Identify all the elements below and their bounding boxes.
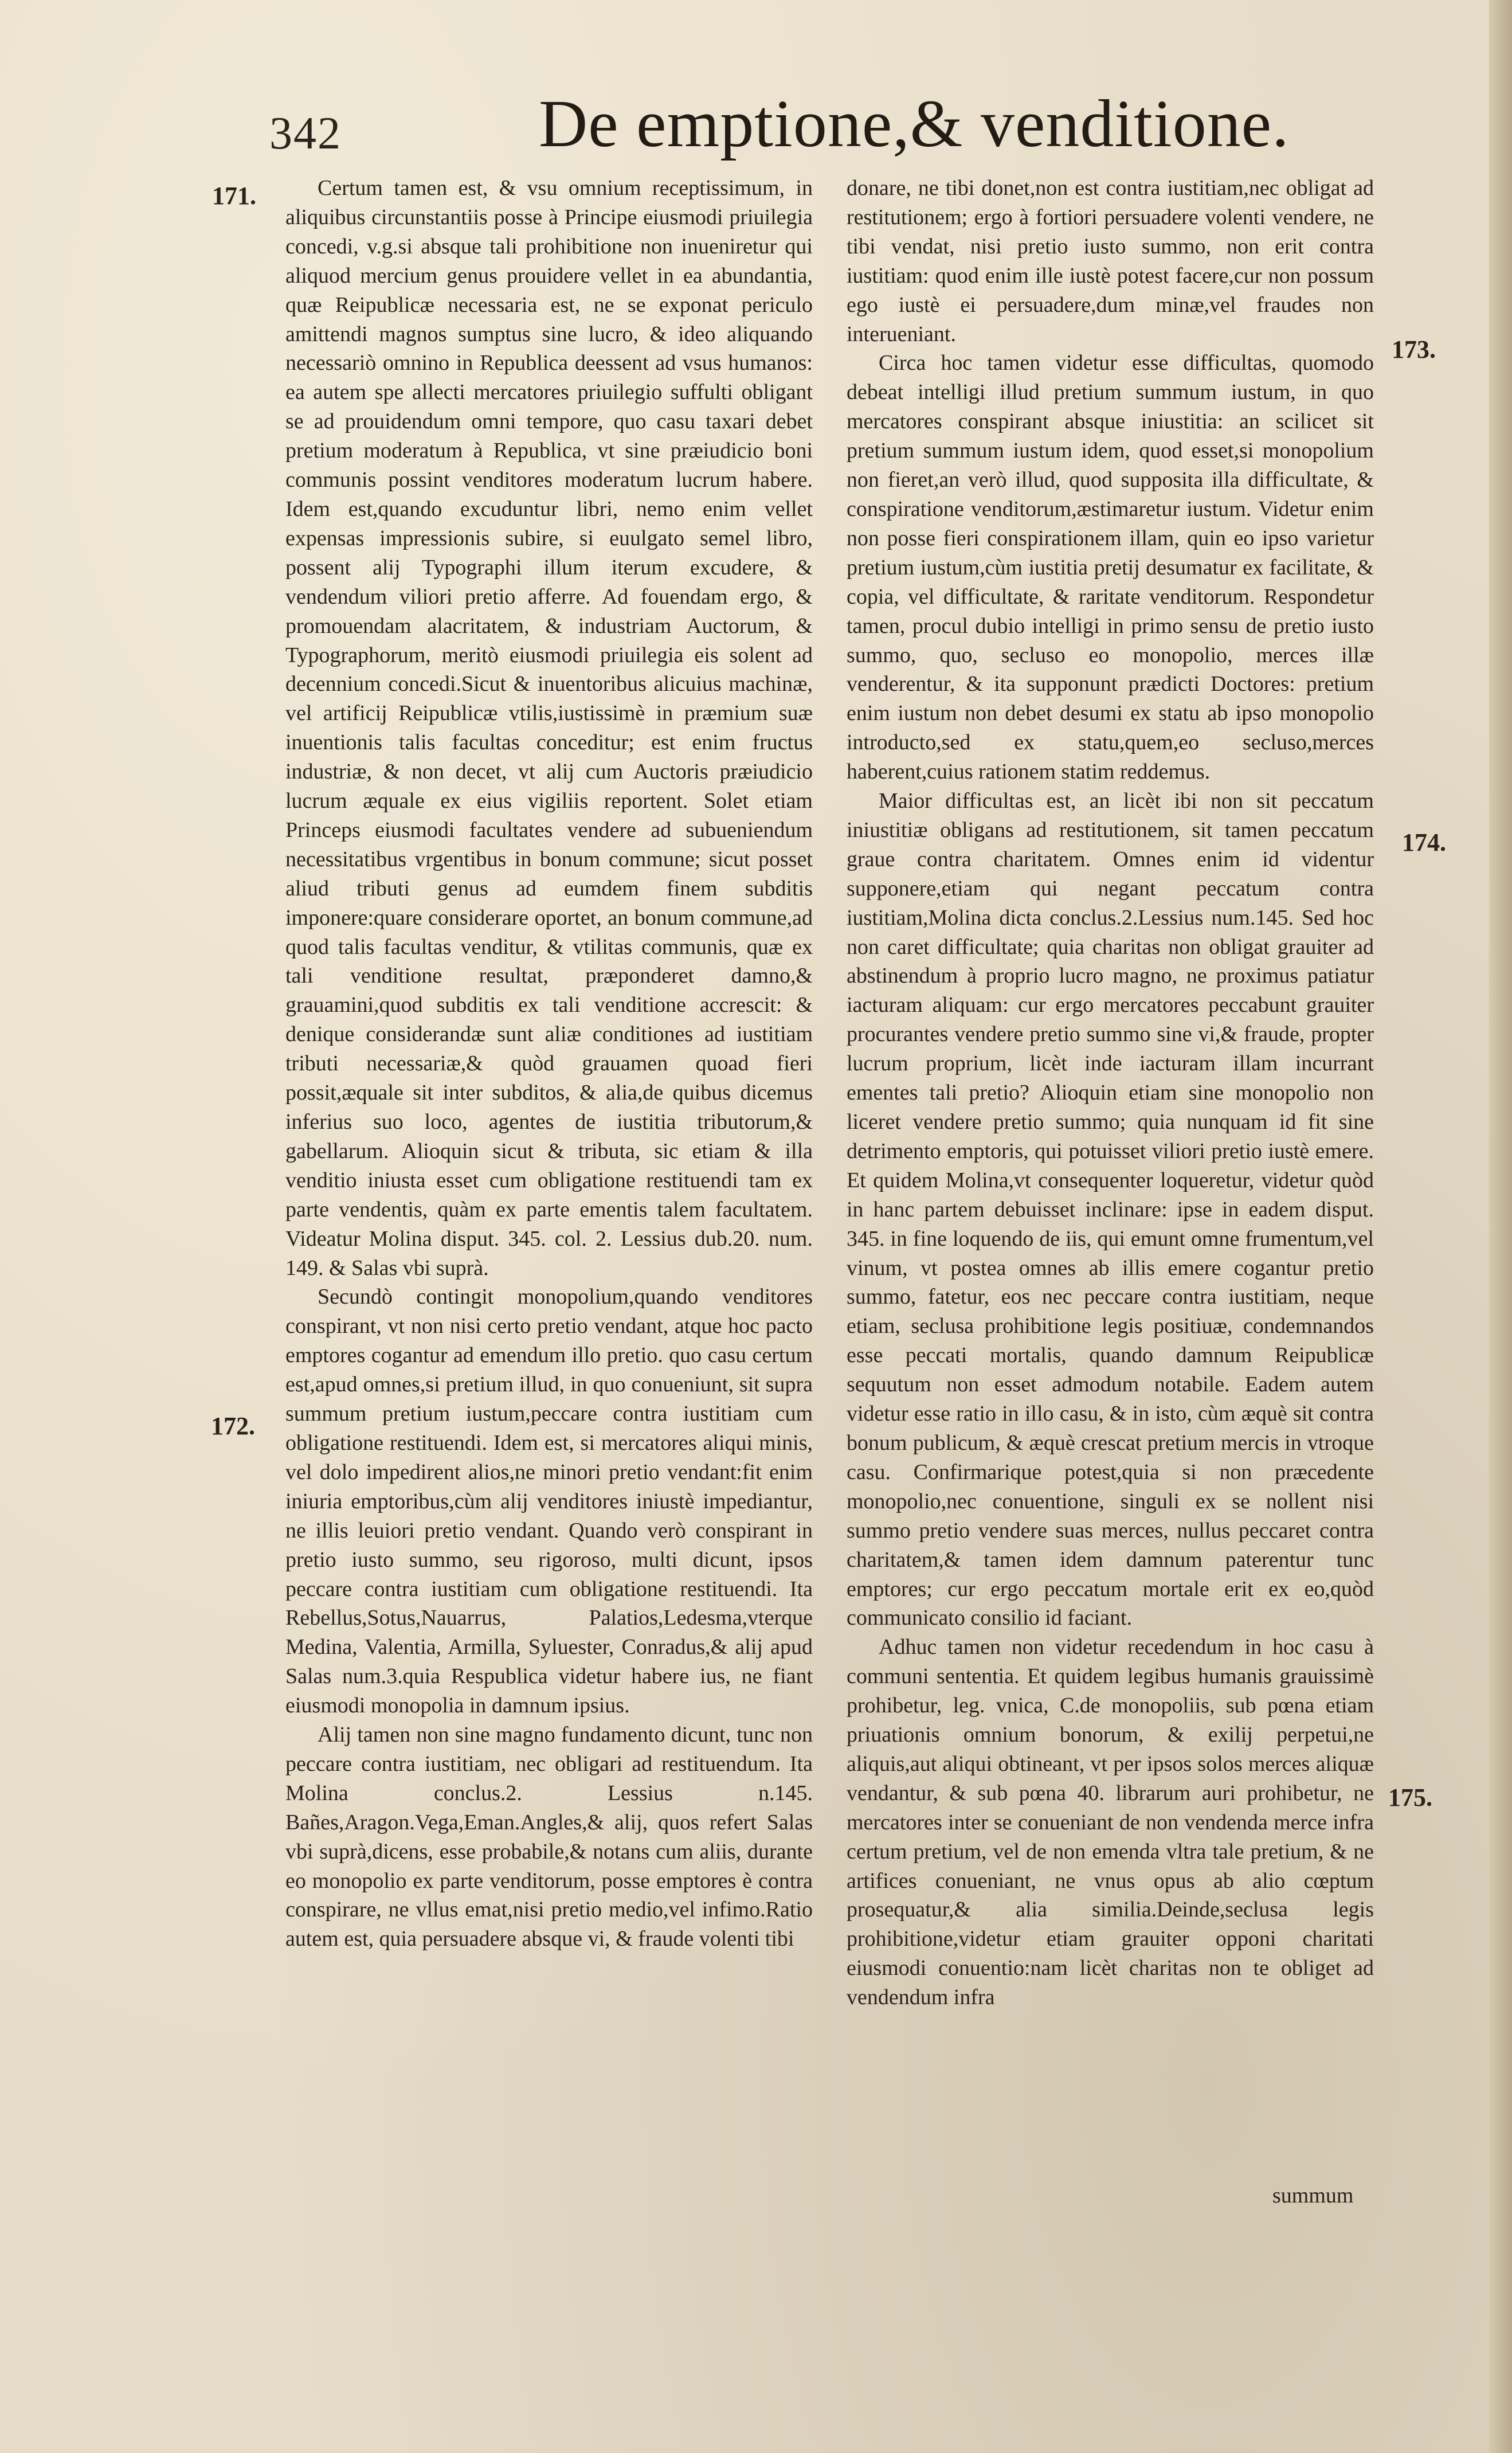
paragraph: Adhuc tamen non videtur recedendum in hoc casu à communi sententia. Et quidem legibus humanis grauissimè prohibetur, leg. vnica, C.de monopoliis, sub pœna etiam priuationis omnium bonorum, & exilij perpetui,ne aliquis,aut aliqui obtineant, vt per ipsos solos merces aliquæ vendantur, & sub pœna 40. librarum auri prohibetur, ne mercatores inter se conueniant de non vendenda merce infra certum pretium, vel de non emenda vltra tale pretium, & ne artifices conueniant, ne vnus opus ab alio cœptum prosequatur,& alia similia.Deinde,seclusa legis prohibitione,videtur etiam grauiter opponi charitati eiusmodi conuentio:nam licèt charitas non te obliget ad vendendum infra	[847, 1635, 1374, 2010]
paragraph: Alij tamen non sine magno fundamento dicunt, tunc non peccare contra iustitiam, nec obligari ad restituendum. Ita Molina conclus.2. Lessius n.145. Bañes,Aragon.Vega,Eman.Angles,& alij, quos refert Salas vbi suprà,dicens, esse probabile,& notans cum aliis, durante eo monopolio ex parte venditorum, posse emptores è contra conspirare, ne vllus emat,nisi pretio medio,vel infimo.Ratio autem est, quia persuadere absque vi, & fraude volenti tibi	[285, 1723, 813, 1951]
paragraph: donare, ne tibi donet,non est contra iustitiam,nec obligat ad restitutionem; ergo à fortiori persuadere volenti vendere, ne tibi vendat, nisi pretio iusto summo, non erit contra iustitiam: quod enim ille iustè potest facere,cur non possum ego iustè ei persuadere,dum minæ,vel fraudes non interueniant.	[847, 176, 1374, 346]
margin-number-171: 171.	[212, 182, 256, 210]
paragraph: Circa hoc tamen videtur esse difficultas, quomodo debeat intelligi illud pretium summum iustum, in quo mercatores conspirant absque iniustitia: an scilicet sit pretium summum iustum idem, quod esset,si monopolium non fieret,an verò illud, quod supposita illa difficultate, & conspiratione venditorum,æstimaretur iustum. Videtur enim non posse fieri conspirationem illam, quin eo ipso varietur pretium iustum,cùm iustitia pretij desumatur ex facilitate, & copia, vel difficultate, & raritate venditorum. Respondetur tamen, procul dubio intelligi in primo sensu de pretio iusto summo, quo, secluso eo monopolio, merces illæ venderentur, & ita supponunt prædicti Doctores: pretium enim iustum non debet desumi ex statu ab ipso monopolio introducto,sed ex statu,quem,eo secluso,merces haberent,cuius rationem statim reddemus.	[847, 351, 1374, 784]
right-column	[847, 174, 1374, 2260]
page-edge-shadow	[1489, 0, 1512, 2453]
margin-number-172: 172.	[211, 1412, 255, 1440]
page-number: 342	[269, 108, 342, 159]
page-header	[269, 85, 1290, 171]
margin-number-174: 174.	[1402, 828, 1446, 856]
paragraph: Secundò contingit monopolium,quando venditores conspirant, vt non nisi certo pretio vendant, atque hoc pacto emptores cogantur ad emendum illo pretio. quo casu certum est,apud omnes,si pretium illud, in quo conueniunt, sit supra summum pretium iustum,peccare contra iustitiam cum obligatione restituendi. Idem est, si mercatores aliqui minis, vel dolo impedirent alios,ne minori pretio vendant:fit enim iniuria emptoribus,cùm alij venditores iniustè impediantur, ne illis leuiori pretio vendant. Quando verò conspirant in pretio iusto summo, seu rigoroso, multi dicunt, ipsos peccare contra iustitiam cum obligatione restituendi. Ita Rebellus,Sotus,Nauarrus, Palatios,Ledesma,vterque Medina, Valentia, Armilla, Syluester, Conradus,& alij apud Salas num.3.quia Respublica videtur habere ius, ne fiant eiusmodi monopolia in damnum ipsius.	[285, 1285, 813, 1718]
running-title: De emptione,& venditione.	[539, 86, 1290, 161]
paragraph: Maior difficultas est, an licèt ibi non sit peccatum iniustitiæ obligans ad restitutionem, sit tamen peccatum graue contra charitatem. Omnes enim id videntur supponere,etiam qui negant peccatum contra iustitiam,Molina dicta conclus.2.Lessius num.145. Sed hoc non caret difficultate; quia charitas non obligat grauiter ad abstinendum à proprio lucro magno, ne proximus patiatur iacturam aliquam: cur ergo mercatores peccabunt grauiter procurantes vendere pretio summo sine vi,& fraude, propter lucrum proprium, licèt inde iacturam illam incurrant ementes tali pretio? Alioquin etiam sine monopolio non liceret vendere pretio summo; quia nunquam id fit sine detrimento emptoris, qui potuisset viliori pretio iustè emere. Et quidem Molina,vt consequenter loqueretur, videtur quòd in hanc partem debuisset inclinare: ipse in eadem disput. 345. in fine loquendo de iis, qui emunt omne frumentum,vel vinum, vt postea omnes ab illis emere cogantur pretio summo, fatetur, eos nec peccare contra iustitiam, neque etiam, seclusa prohibitione legis positiuæ, condemnandos esse peccati mortalis, quando damnum Reipublicæ sequutum non esset admodum notabile. Eadem autem videtur esse ratio in illo casu, & in isto, cùm æquè sit contra bonum publicum, & æquè crescat pretium mercis in vtroque casu. Confirmarique potest,quia si non præcedente monopolio,nec conuentione, singuli ex se nollent nisi summo pretio vendere suas merces, nullus peccaret contra charitatem,& tamen idem damnum paterentur tunc emptores; cur ergo peccatum mortale erit ex eo,quòd communicato consilio id faciant.	[847, 789, 1374, 1630]
margin-number-173: 173.	[1392, 335, 1436, 363]
left-column	[285, 174, 813, 2260]
catchword: summum	[1272, 2184, 1354, 2208]
paragraph: Certum tamen est, & vsu omnium receptissimum, in aliquibus circunstantiis posse à Principe eiusmodi priuilegia concedi, v.g.si absque tali prohibitione non inueniretur qui aliquod mercium genus prouidere vellet in ea abundantia, quæ Reipublicæ necessaria est, ne se exponat periculo amittendi magnos sumptus sine lucro, & ideo aliquando necessariò omnino in Republica deessent ad vsus humanos: ea autem spe allecti mercatores priuilegio suffulti obligant se ad prouidendum omni tempore, quo casu taxari debet pretium moderatum à Republica, vt sine præiudicio boni communis possint venditores moderatum lucrum habere. Idem est,quando excuduntur libri, nemo enim vellet expensas impressionis subire, si euulgato semel libro, possent alij Typographi illum iterum excudere, & vendendum viliori pretio afferre. Ad fouendam ergo, & promouendam alacritatem, & industriam Auctorum, & Typographorum, meritò eiusmodi priuilegia eis solent ad decennium concedi.Sicut & inuentoribus alicuius machinæ, vel artificij Reipublicæ vtilis,iustissimè in præmium suæ inuentionis talis facultas conceditur; est enim fructus industriæ, & non decet, vt alij cum Auctoris præiudicio lucrum æquale ex eius vigiliis reportent. Solet etiam Princeps eiusmodi facultates vendere ad subueniendum necessitatibus vrgentibus in bonum commune; sicut posset aliud tributi genus ad eumdem finem subditis imponere:quare considerare oportet, an bonum commune,ad quod talis facultas venditur, & vtilitas communis, quæ ex tali venditione resultat, præponderet damno,& grauamini,quod subditis ex tali venditione accrescit: & denique considerandæ sunt aliæ conditiones ad iustitiam tributi necessariæ,& quòd grauamen quoad fieri possit,æquale sit inter subditos, & alia,de quibus dicemus inferius suo loco, agentes de iustitia tributorum,& gabellarum. Alioquin sicut & tributa, sic etiam & illa venditio iniusta esset cum obligatione restituendi tam ex parte vendentis, quàm ex parte ementis talem facultatem. Videatur Molina disput. 345. col. 2. Lessius dub.20. num. 149. & Salas vbi suprà.	[285, 176, 813, 1280]
margin-number-175: 175.	[1388, 1783, 1432, 1812]
